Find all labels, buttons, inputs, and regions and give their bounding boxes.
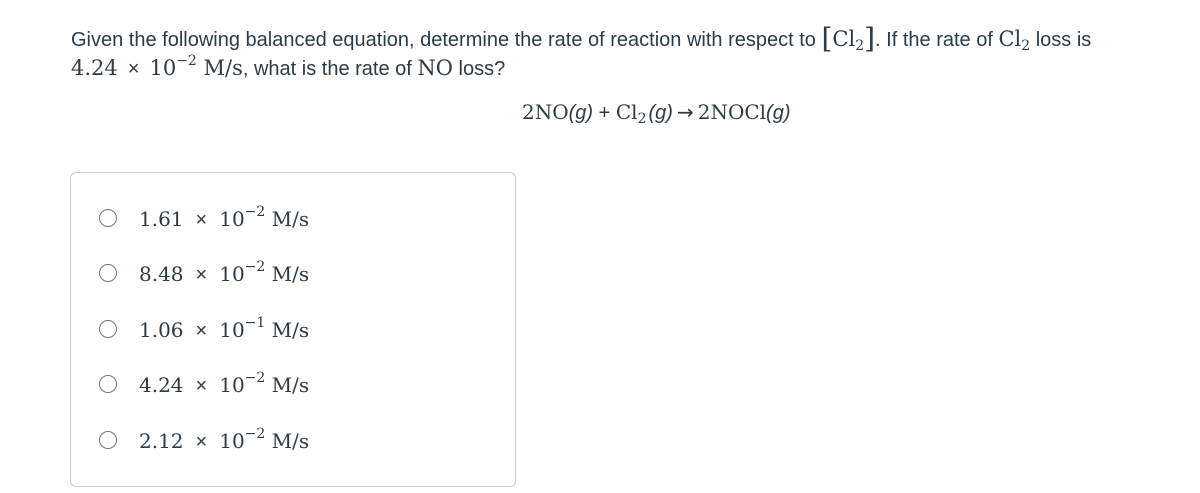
question-text-middle-2: , what is the rate of	[242, 58, 418, 80]
question-line-2	[71, 53, 505, 81]
answer-option-label: $1.61 \times 10^{-2}$ M/s	[139, 204, 310, 231]
given-rate-base: $10^{-2}$	[149, 53, 197, 80]
answer-option-3[interactable]	[99, 314, 309, 344]
question-text-prefix: Given the following balanced equation, determine the rate of reaction with respect to	[71, 29, 822, 51]
answer-option-label: $2.12 \times 10^{-2}$ M/s	[139, 426, 310, 453]
answer-option-label: $8.48 \times 10^{-2}$ M/s	[139, 259, 310, 286]
bracket-right: ]	[864, 22, 876, 55]
reactant-cl2: $Cl_2$	[615, 100, 647, 127]
reactant-no: 2NO	[522, 100, 569, 124]
reaction-arrow-icon: →	[676, 100, 694, 124]
question-text-suffix: loss is	[1030, 29, 1092, 51]
answer-option-2[interactable]	[99, 258, 309, 288]
state-reactant-no: (g)	[568, 102, 594, 124]
plus-sign: +	[593, 102, 616, 124]
radio-button-icon[interactable]	[99, 264, 117, 282]
answer-option-label: $1.06 \times 10^{-1}$ M/s	[139, 315, 310, 342]
bracket-left: [	[821, 22, 833, 55]
question-text-middle: . If the rate of	[875, 29, 999, 51]
question-line-1	[71, 20, 1091, 54]
question-text-suffix-2: loss?	[452, 58, 506, 80]
answer-option-1[interactable]	[99, 203, 309, 233]
product-nocl: 2NOCl	[697, 100, 767, 124]
answer-option-label: $4.24 \times 10^{-2}$ M/s	[139, 370, 310, 397]
answer-option-5[interactable]	[99, 425, 309, 455]
state-reactant-cl2: (g)	[648, 102, 673, 124]
radio-button-icon[interactable]	[99, 320, 117, 338]
answer-choices	[70, 172, 516, 487]
radio-button-icon[interactable]	[99, 431, 117, 449]
species-cl2: $Cl_2$	[832, 27, 865, 54]
given-rate-mantissa: 4.24	[71, 56, 118, 80]
given-rate-unit: M/s	[196, 56, 243, 80]
balanced-equation	[522, 100, 791, 127]
state-product-nocl: (g)	[766, 102, 791, 124]
times-symbol: ×	[127, 58, 140, 80]
answer-option-4[interactable]	[99, 369, 309, 399]
radio-button-icon[interactable]	[99, 209, 117, 227]
species-no: NO	[417, 56, 453, 80]
radio-button-icon[interactable]	[99, 375, 117, 393]
species-cl2-second: $Cl_2$	[998, 27, 1031, 54]
